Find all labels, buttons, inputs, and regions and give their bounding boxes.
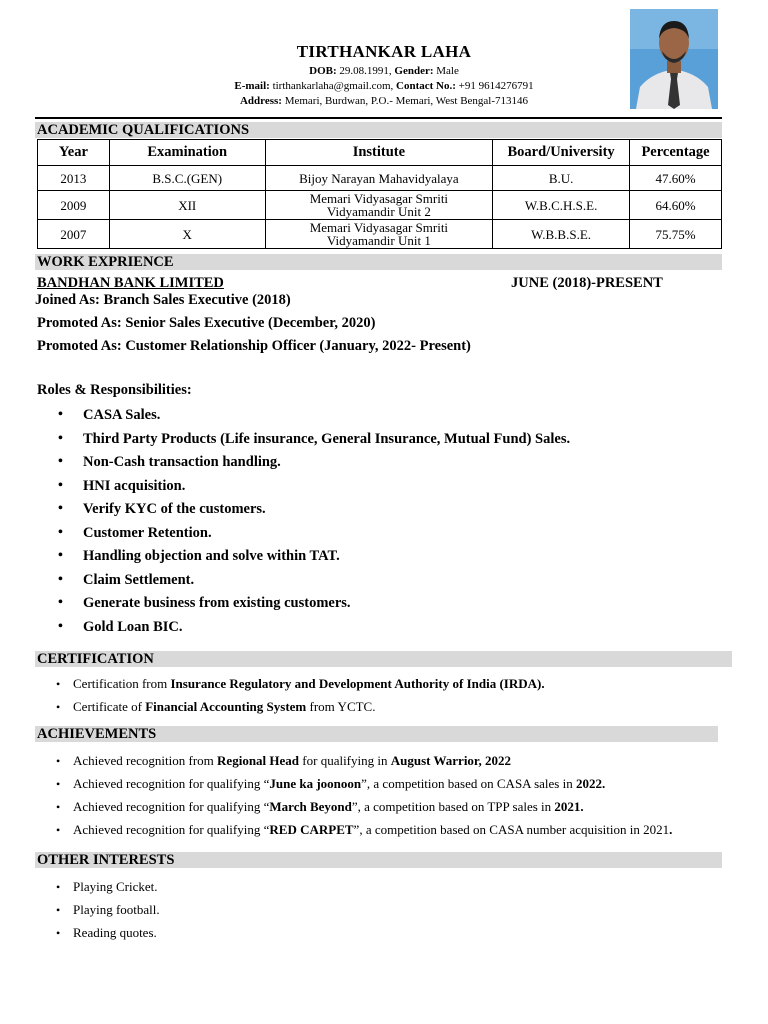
- roles-heading: Roles & Responsibilities:: [37, 382, 192, 398]
- table-cell: [265, 220, 493, 249]
- email-label: E-mail:: [234, 80, 270, 92]
- table-row: [38, 191, 722, 220]
- list-item: • Handling objection and solve within TAT.: [58, 546, 570, 570]
- section-other-interests: OTHER INTERESTS: [35, 852, 722, 868]
- profile-photo: [630, 9, 718, 109]
- gender-value: Male: [436, 65, 459, 77]
- contact-label: Contact No.:: [396, 80, 456, 92]
- table-row: [38, 166, 722, 191]
- table-cell: 2013: [38, 166, 110, 191]
- header-divider: [35, 117, 722, 119]
- text-span: ”, a competition based on CASA number acquisition in 2021: [353, 822, 670, 837]
- section-academic: ACADEMIC QUALIFICATIONS: [35, 122, 722, 138]
- table-cell: B.S.C.(GEN): [109, 166, 265, 191]
- list-item: • Third Party Products (Life insurance, General Insurance, Mutual Fund) Sales.: [58, 429, 570, 453]
- column-header: Examination: [109, 140, 265, 166]
- text-span-bold: .: [669, 822, 673, 837]
- text-span: ”, a competition based on CASA sales in: [361, 776, 576, 791]
- joined-as: Joined As: Branch Sales Executive (2018): [35, 292, 291, 308]
- institute-line: Vidyamandir Unit 1: [326, 233, 431, 248]
- company-name: BANDHAN BANK LIMITED: [37, 275, 224, 291]
- address-label: Address:: [239, 95, 282, 107]
- text-span: ”, a competition based on TPP sales in: [351, 799, 555, 814]
- roles-list: [58, 405, 570, 640]
- list-item: [56, 821, 672, 839]
- table-cell: B.U.: [493, 166, 630, 191]
- list-item: • Customer Retention.: [58, 523, 570, 547]
- column-header: Year: [38, 140, 110, 166]
- list-item: [56, 798, 672, 816]
- institute-line: Memari Vidyasagar Smriti: [309, 220, 449, 235]
- list-item: • CASA Sales.: [58, 405, 570, 429]
- list-item: • Non-Cash transaction handling.: [58, 452, 570, 476]
- text-span-bold: 2021.: [554, 799, 584, 814]
- text-span: Achieved recognition for qualifying “: [73, 822, 270, 837]
- section-achievements: ACHIEVEMENTS: [35, 726, 718, 742]
- column-header: Board/University: [493, 140, 630, 166]
- list-item: • Generate business from existing customers.: [58, 593, 570, 617]
- table-header-row: [38, 140, 722, 166]
- dob-label: DOB:: [309, 65, 337, 77]
- section-work-experience: WORK EXPRIENCE: [35, 254, 722, 270]
- list-item: [56, 775, 672, 793]
- promotion-2: Promoted As: Customer Relationship Officer (January, 2022- Present): [37, 338, 471, 354]
- column-header: Percentage: [630, 140, 722, 166]
- promotion-1: Promoted As: Senior Sales Executive (December, 2020): [37, 315, 376, 331]
- list-item: • Reading quotes.: [56, 924, 160, 942]
- list-item: • HNI acquisition.: [58, 476, 570, 500]
- academic-table: [37, 139, 722, 249]
- certification-list: [56, 675, 545, 716]
- table-row: [38, 220, 722, 249]
- institute-line: Memari Vidyasagar Smriti: [309, 191, 449, 206]
- address-value: Memari, Burdwan, P.O.- Memari, West Bengal-713146: [284, 95, 529, 107]
- table-cell: 2007: [38, 220, 110, 249]
- table-cell: X: [109, 220, 265, 249]
- table-cell: 75.75%: [630, 220, 722, 249]
- text-span: for qualifying in: [299, 753, 391, 768]
- list-item: • Claim Settlement.: [58, 570, 570, 594]
- table-cell: [265, 191, 493, 220]
- table-cell: 47.60%: [630, 166, 722, 191]
- text-span: Achieved recognition for qualifying “: [73, 799, 270, 814]
- text-span-bold: Insurance Regulatory and Development Authority of India (IRDA).: [170, 676, 545, 691]
- text-span-bold: 2022.: [575, 776, 606, 791]
- list-item: • Playing football.: [56, 901, 160, 919]
- table-cell: [265, 166, 493, 191]
- list-item: [56, 698, 545, 716]
- text-span-bold: Financial Accounting System: [145, 699, 307, 714]
- email-value: tirthankarlaha@gmail.com,: [272, 80, 394, 92]
- list-item: [56, 675, 545, 693]
- text-span: Certification from: [73, 676, 171, 691]
- column-header: Institute: [265, 140, 493, 166]
- candidate-name: TIRTHANKAR LAHA: [296, 42, 472, 61]
- contact-value: +91 9614276791: [458, 80, 534, 92]
- text-span-bold: March Beyond: [269, 799, 352, 814]
- text-span: Achieved recognition for qualifying “: [73, 776, 270, 791]
- list-item: • Verify KYC of the customers.: [58, 499, 570, 523]
- achievements-list: [56, 752, 672, 839]
- table-cell: XII: [109, 191, 265, 220]
- list-item: [56, 752, 672, 770]
- text-span-bold: August Warrior, 2022: [390, 753, 512, 768]
- gender-label: Gender:: [394, 65, 434, 77]
- interests-list: [56, 878, 160, 942]
- list-item: • Playing Cricket.: [56, 878, 160, 896]
- institute-line: Bijoy Narayan Mahavidyalaya: [299, 170, 459, 186]
- institute-line: Vidyamandir Unit 2: [326, 204, 431, 219]
- table-cell: 2009: [38, 191, 110, 220]
- table-cell: W.B.C.H.S.E.: [493, 191, 630, 220]
- text-span: Achieved recognition from: [73, 753, 218, 768]
- table-cell: 64.60%: [630, 191, 722, 220]
- text-span-bold: June ka joonoon: [269, 776, 362, 791]
- text-span: from YCTC.: [306, 699, 376, 714]
- employment-period: JUNE (2018)-PRESENT: [511, 275, 663, 291]
- table-cell: W.B.B.S.E.: [493, 220, 630, 249]
- section-certification: CERTIFICATION: [35, 651, 732, 667]
- text-span: Certificate of: [73, 699, 146, 714]
- text-span-bold: RED CARPET: [269, 822, 354, 837]
- dob-value: 29.08.1991,: [339, 65, 392, 77]
- list-item: • Gold Loan BIC.: [58, 617, 570, 641]
- text-span-bold: Regional Head: [217, 753, 300, 768]
